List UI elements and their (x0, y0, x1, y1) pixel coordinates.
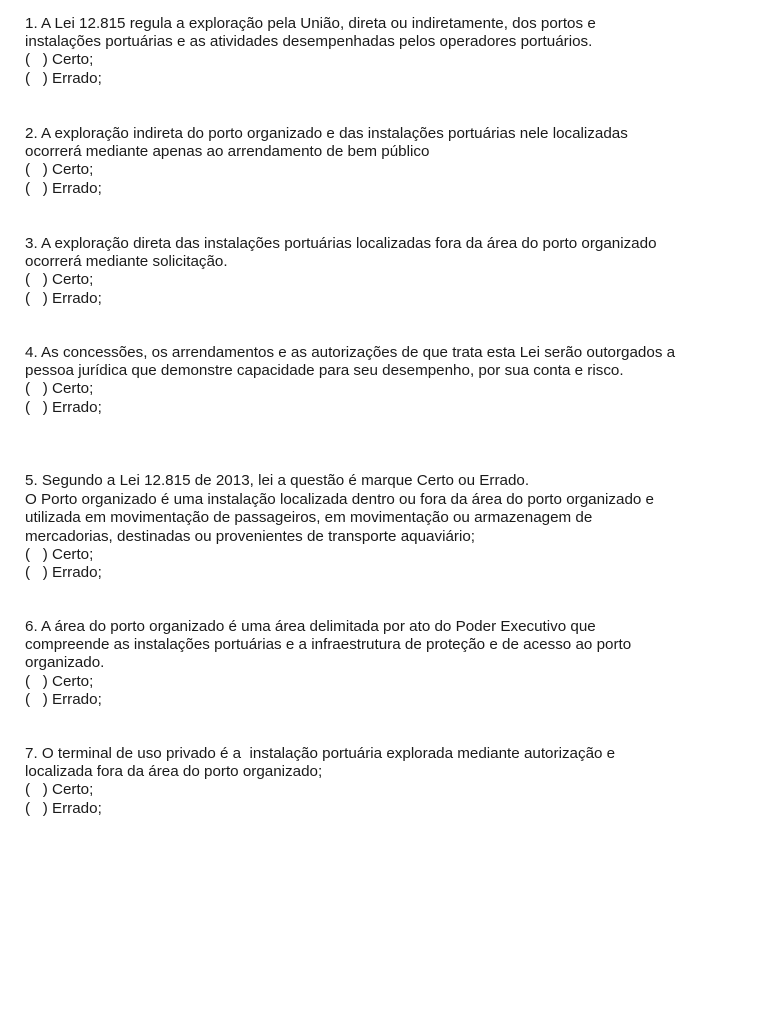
question-2 (25, 125, 755, 198)
question-text: 4. As concessões, os arrendamentos e as autorizações de que trata esta Lei serão outorgados a (25, 344, 676, 361)
option-certo: ( ) Certo; (25, 672, 94, 690)
question-text: compreende as instalações portuárias e a infraestrutura de proteção e de acesso ao porto (25, 636, 632, 654)
question-text: 3. A exploração direta das instalações portuárias localizadas fora da área do porto organizado (25, 235, 657, 252)
option-certo: ( ) Certo; (25, 271, 94, 289)
question-7 (25, 745, 755, 818)
option-errado: ( ) Errado; (25, 564, 102, 582)
question-text: localizada fora da área do porto organizado; (25, 763, 323, 781)
option-certo: ( ) Certo; (25, 380, 94, 398)
question-6 (25, 618, 755, 709)
question-text: utilizada em movimentação de passageiros, em movimentação ou armazenagem de (25, 509, 593, 527)
question-text: 2. A exploração indireta do porto organizado e das instalações portuárias nele localizadas (25, 125, 628, 142)
option-errado: ( ) Errado; (25, 69, 102, 87)
option-errado: ( ) Errado; (25, 289, 102, 307)
question-text: 1. A Lei 12.815 regula a exploração pela União, direta ou indiretamente, dos portos e (25, 15, 596, 32)
option-certo: ( ) Certo; (25, 161, 94, 179)
question-text: organizado. (25, 654, 105, 672)
option-errado: ( ) Errado; (25, 398, 102, 416)
question-1 (25, 15, 755, 88)
option-errado: ( ) Errado; (25, 690, 102, 708)
option-certo: ( ) Certo; (25, 545, 94, 563)
option-certo: ( ) Certo; (25, 781, 94, 799)
option-errado: ( ) Errado; (25, 179, 102, 197)
question-4 (25, 344, 755, 417)
question-text: 6. A área do porto organizado é uma área delimitada por ato do Poder Executivo que (25, 618, 596, 635)
question-text: O Porto organizado é uma instalação localizada dentro ou fora da área do porto organizado e (25, 491, 655, 509)
question-text: instalações portuárias e as atividades desempenhadas pelos operadores portuários. (25, 33, 593, 51)
question-text: 7. O terminal de uso privado é a instalação portuária explorada mediante autorização e (25, 745, 616, 762)
question-text: pessoa jurídica que demonstre capacidade para seu desempenho, por sua conta e risco. (25, 362, 624, 380)
question-text: 5. Segundo a Lei 12.815 de 2013, lei a questão é marque Certo ou Errado. (25, 472, 530, 489)
question-text: mercadorias, destinadas ou provenientes de transporte aquaviário; (25, 527, 475, 545)
question-3 (25, 235, 755, 308)
option-errado: ( ) Errado; (25, 799, 102, 817)
question-text: ocorrerá mediante apenas ao arrendamento de bem público (25, 143, 430, 161)
option-certo: ( ) Certo; (25, 51, 94, 69)
question-5 (25, 472, 755, 582)
question-text: ocorrerá mediante solicitação. (25, 253, 228, 271)
